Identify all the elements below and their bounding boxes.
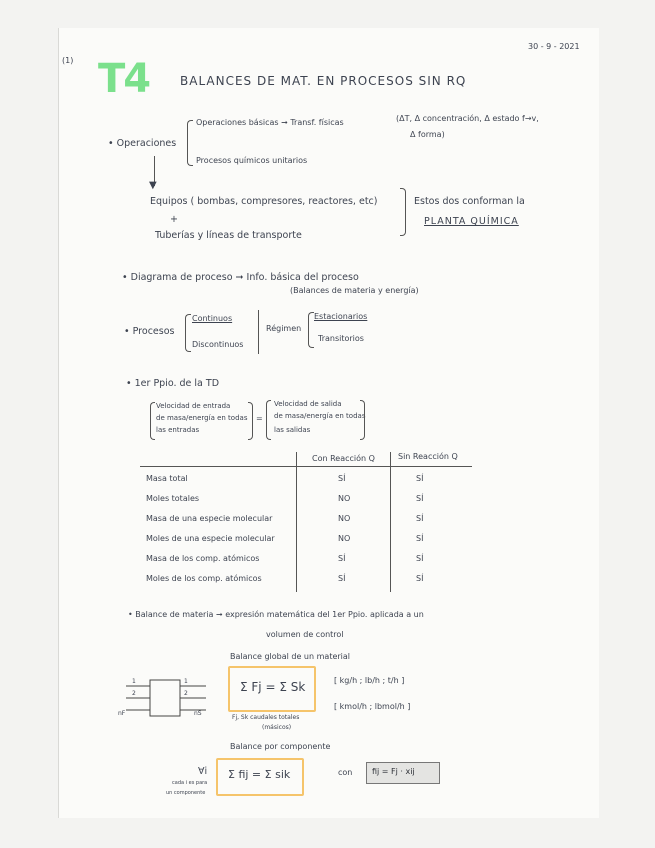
table-row-sin: SÍ xyxy=(416,514,424,523)
table-col-divider-1 xyxy=(296,452,297,592)
balance-line: • Balance de materia ➞ expresión matemática del 1er Ppio. aplicada a un xyxy=(128,610,424,619)
comp-note-a: cada i es para xyxy=(172,780,208,786)
operaciones-label: • Operaciones xyxy=(108,138,177,149)
ppio-right-a: Velocidad de salida xyxy=(274,400,342,408)
table-row-con: SÍ xyxy=(338,574,346,583)
ppio-equals: = xyxy=(256,414,263,423)
equipos-note: Estos dos conforman la xyxy=(414,196,525,207)
table-row-con: SÍ xyxy=(338,554,346,563)
title-badge: T4 xyxy=(98,56,150,102)
table-row-sin: SÍ xyxy=(416,574,424,583)
fij-equation: fij = Fj · xij xyxy=(372,767,415,776)
equipos-line: Equipos ( bombas, compresores, reactores, etc) xyxy=(150,196,378,207)
regimen-estacionarios: Estacionarios xyxy=(314,312,368,321)
fj-note: Fj, Sk caudales totales xyxy=(232,714,300,721)
balance-volumen: volumen de control xyxy=(266,630,344,639)
page-number: (1) xyxy=(62,56,74,65)
regimen-transitorios: Transitorios xyxy=(318,334,364,343)
table-row-con: NO xyxy=(338,534,351,543)
ppio-right-paren xyxy=(266,400,271,440)
procesos-discontinuos: Discontinuos xyxy=(192,340,244,349)
table-row-con: NO xyxy=(338,514,351,523)
equipos-brace xyxy=(400,188,406,236)
procesos-label: • Procesos xyxy=(124,326,175,337)
table-row-label: Moles totales xyxy=(146,494,200,503)
diagram-out-n: nS xyxy=(194,710,202,717)
page-title: BALANCES DE MAT. EN PROCESOS SIN RQ xyxy=(180,74,467,88)
table-row-sin: SÍ xyxy=(416,554,424,563)
procesos-quimicos: Procesos químicos unitarios xyxy=(196,156,308,165)
table-row-label: Masa de los comp. atómicos xyxy=(146,554,260,563)
table-row-con: SÍ xyxy=(338,474,346,483)
ppio-left-paren xyxy=(150,402,155,440)
table-row-label: Moles de una especie molecular xyxy=(146,534,275,543)
ppio-right-b: de masa/energía en todas xyxy=(274,412,366,420)
table-header-sin: Sin Reacción Q xyxy=(398,452,458,461)
operaciones-basicas-detail: (ΔT, Δ concentración, Δ estado f→v, xyxy=(396,114,539,123)
ppio-label: • 1er Ppio. de la TD xyxy=(126,378,220,389)
diagram-out-1: 1 xyxy=(184,678,188,685)
table-row-sin: SÍ xyxy=(416,534,424,543)
procesos-brace xyxy=(185,314,191,352)
arrow-down-icon: ▼ xyxy=(149,180,157,191)
tuberias-line: Tuberías y líneas de transporte xyxy=(155,230,302,241)
regimen-label: Régimen xyxy=(266,324,302,333)
fj-note-b: (másicos) xyxy=(262,724,292,731)
ppio-left-a: Velocidad de entrada xyxy=(156,402,231,410)
diagram-in-1: 1 xyxy=(132,678,136,685)
date: 30 - 9 - 2021 xyxy=(528,42,580,51)
table-row-label: Moles de los comp. atómicos xyxy=(146,574,262,583)
units-mol: [ kmol/h ; lbmol/h ] xyxy=(334,702,411,711)
operaciones-brace xyxy=(187,120,193,166)
units-mass: [ kg/h ; lb/h ; t/h ] xyxy=(334,676,405,685)
diagrama-detail: (Balances de materia y energía) xyxy=(290,286,419,295)
balance-global-title: Balance global de un material xyxy=(230,652,351,661)
global-equation: Σ Fj = Σ Sk xyxy=(240,680,306,694)
diagram-in-2: 2 xyxy=(132,690,136,697)
comp-forall: ∀i xyxy=(198,766,208,777)
balance-comp-title: Balance por componente xyxy=(230,742,331,751)
operaciones-basicas-forma: Δ forma) xyxy=(410,130,445,139)
table-row-sin: SÍ xyxy=(416,494,424,503)
operaciones-basicas: Operaciones básicas ➞ Transf. físicas xyxy=(196,118,344,127)
comp-note-b: un componente xyxy=(166,790,206,796)
planta-quimica: PLANTA QUÍMICA xyxy=(424,216,519,227)
ppio-left-c: las entradas xyxy=(156,426,200,434)
equipos-plus: + xyxy=(170,214,178,225)
table-header-rule xyxy=(140,466,472,467)
procesos-continuos: Continuos xyxy=(192,314,233,323)
diagram-out-2: 2 xyxy=(184,690,188,697)
diagrama-line: • Diagrama de proceso ➞ Info. básica del proceso xyxy=(122,272,359,283)
ppio-right-c: las salidas xyxy=(274,426,311,434)
ppio-right-paren-close xyxy=(360,400,365,440)
diagram-in-n: nF xyxy=(118,710,126,717)
table-row-label: Masa de una especie molecular xyxy=(146,514,273,523)
control-volume-diagram xyxy=(114,672,220,726)
ppio-left-b: de masa/energía en todas xyxy=(156,414,248,422)
table-row-label: Masa total xyxy=(146,474,188,483)
table-col-divider-2 xyxy=(390,452,391,592)
procesos-divider xyxy=(258,310,259,354)
table-row-sin: SÍ xyxy=(416,474,424,483)
table-header-con: Con Reacción Q xyxy=(312,454,375,463)
comp-con: con xyxy=(338,768,353,777)
comp-equation: Σ fij = Σ sik xyxy=(228,768,291,781)
ppio-left-paren-close xyxy=(248,402,253,440)
table-row-con: NO xyxy=(338,494,351,503)
